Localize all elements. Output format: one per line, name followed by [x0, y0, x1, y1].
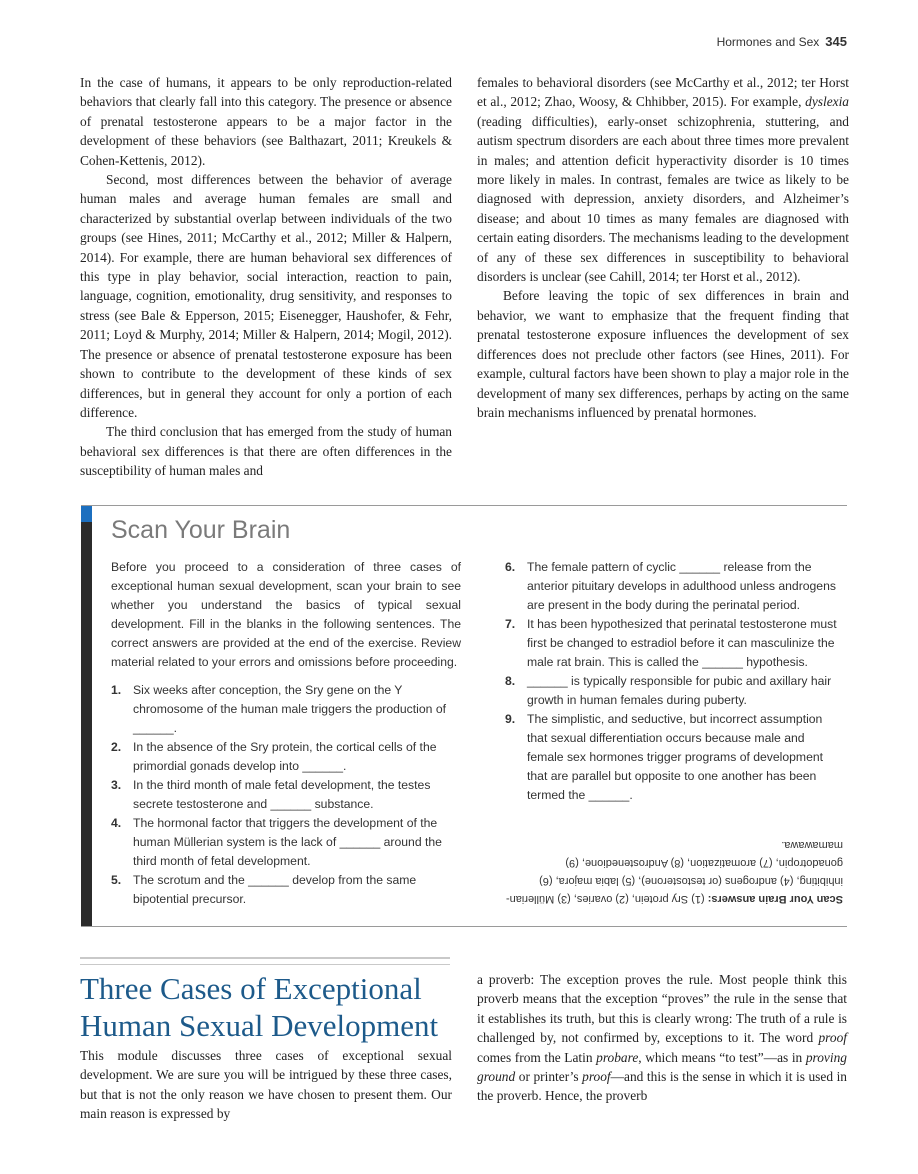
paragraph: The third conclusion that has emerged from the study of human behavioral sex differences is that there are often differences in the susceptibility of human males and: [80, 424, 452, 479]
question-item: 9. The simplistic, and seductive, but incorrect assumption that sexual differentiation occurs because male and female sex hormones trigger programs of development that are parallel but opposite to one another has been termed the ______.: [505, 712, 824, 802]
question-item: 3. In the third month of male fetal development, the testes secrete testosterone and ______ substance.: [111, 778, 431, 811]
running-header: [717, 34, 847, 49]
question-item: 1. Six weeks after conception, the Sry gene on the Y chromosome of the human male triggers the production of ______.: [111, 683, 446, 735]
question-item: 5. The scrotum and the ______ develop from the same bipotential precursor.: [111, 873, 417, 906]
answers-text: (1) Sry protein, (2) ovaries, (3) Müllerian-inhibiting, (4) androgens (or testosterone), (5) labia majora, (6) gonadotropin, (7) aromatization, (8) Androstenedione, (9) mamawawa.: [505, 839, 843, 905]
box-left-column: [111, 558, 461, 909]
right-column: [477, 73, 849, 422]
paragraph: females to behavioral disorders (see McCarthy et al., 2012; ter Horst et al., 2012; Zhao, Woosy, & Chhibber, 2015). For example, dyslexia (reading difficulties), early-onset schizophrenia, stuttering, and autism spectrum disorders are each about three times more prevalent in males; and attention deficit hyperactivity disorder is 10 times more likely in males. In contrast, females are twice as likely to be diagnosed with depression, anxiety disorders, and Alzheimer’s disease; and about 10 times as many females are diagnosed with certain eating disorders. The mechanisms leading to the development of any of these sex differences in susceptibility to behavioral disorders is unclear (see Cahill, 2014; ter Horst et al., 2012).: [477, 75, 849, 285]
question-item: 2. In the absence of the Sry protein, the cortical cells of the primordial gonads develop into ______.: [111, 740, 437, 773]
question-item: 6. The female pattern of cyclic ______ release from the anterior pituitary develops in adulthood unless androgens are present in the body during the perinatal period.: [505, 560, 836, 612]
paragraph: Second, most differences between the behavior of average human males and average human females are small and characterized by substantial overlap between individuals of the two groups (see Hines, 2011; McCarthy et al., 2012; Miller & Halpern, 2014). For example, there are human behavioral sex differences of this type in play behavior, social interaction, reaction to pain, language, cognition, emotionality, drug sensitivity, and responses to stress (see Bale & Epperson, 2015; Eisenegger, Haushofer, & Fehr, 2011; Loyd & Murphy, 2014; Miller & Halpern, 2014; Mogil, 2012). The presence or absence of prenatal testosterone exposure has been shown to contribute to the development of these kinds of sex differences, but in general they account for only a portion of each difference.: [80, 172, 452, 420]
section-title: Three Cases of Exceptional Human Sexual Development: [80, 971, 439, 1043]
question-item: 7. It has been hypothesized that perinatal testosterone must first be changed to estradiol before it can masculinize the male rat brain. This is called the ______ hypothesis.: [505, 617, 837, 669]
box-title: Scan Your Brain: [111, 516, 291, 544]
paragraph: Before leaving the topic of sex differences in brain and behavior, we want to emphasize that the frequent finding that prenatal testosterone exposure influences the development of sex differences does not preclude other factors (see Hines, 2011). For example, cultural factors have been shown to play a major role in the development of many sex differences, perhaps by acting on the same brain mechanisms influenced by prenatal hormones.: [477, 288, 849, 420]
upside-down-answers: [505, 836, 843, 908]
scan-your-brain-box: [81, 505, 847, 927]
running-header-title: Hormones and Sex: [716, 35, 820, 49]
left-column: [80, 73, 452, 481]
section-intro-paragraph: This module discusses three cases of exceptional sexual development. We are sure you will be intrigued by these three cases, but that is not the only reason we have chosen to present them. Our main reason is expressed by: [80, 1048, 452, 1122]
sidebar-accent: [81, 506, 92, 522]
question-item: 4. The hormonal factor that triggers the development of the human Müllerian system is the lack of ______ around the third month of fetal development.: [111, 816, 442, 868]
page-number: 345: [825, 34, 847, 49]
box-right-column: [505, 558, 843, 805]
question-item: 8. ______ is typically responsible for pubic and axillary hair growth in human females during puberty.: [505, 674, 832, 707]
paragraph: In the case of humans, it appears to be only reproduction-related behaviors that clearly fall into this category. The presence or absence of prenatal testosterone appears to be a major factor in the development of these behaviors (see Balthazart, 2011; Kreukels & Cohen-Kettenis, 2012).: [80, 75, 452, 168]
section-right-paragraph: a proverb: The exception proves the rule. Most people think this proverb means that the exception “proves” the rule in the sense that it establishes its truth, but this is clearly wrong: The truth of a rule is challenged by, not confirmed by, exceptions to it. The word proof comes from the Latin probare, which means “to test”—as in proving ground or printer’s proof—and this is the sense in which it is used in the proverb. Hence, the proverb: [477, 972, 847, 1104]
italic-term: dyslexia: [805, 94, 849, 110]
box-intro: Before you proceed to a consideration of three cases of exceptional human sexual development, scan your brain to see whether you understand the basics of typical sexual development. Fill in the blanks in the following sentences. The correct answers are provided at the end of the exercise. Review material related to your errors and omissions before proceeding.: [111, 560, 461, 669]
sidebar-bar: [81, 506, 92, 926]
section-divider: [80, 957, 450, 965]
answers-label: Scan Your Brain answers:: [707, 893, 843, 905]
